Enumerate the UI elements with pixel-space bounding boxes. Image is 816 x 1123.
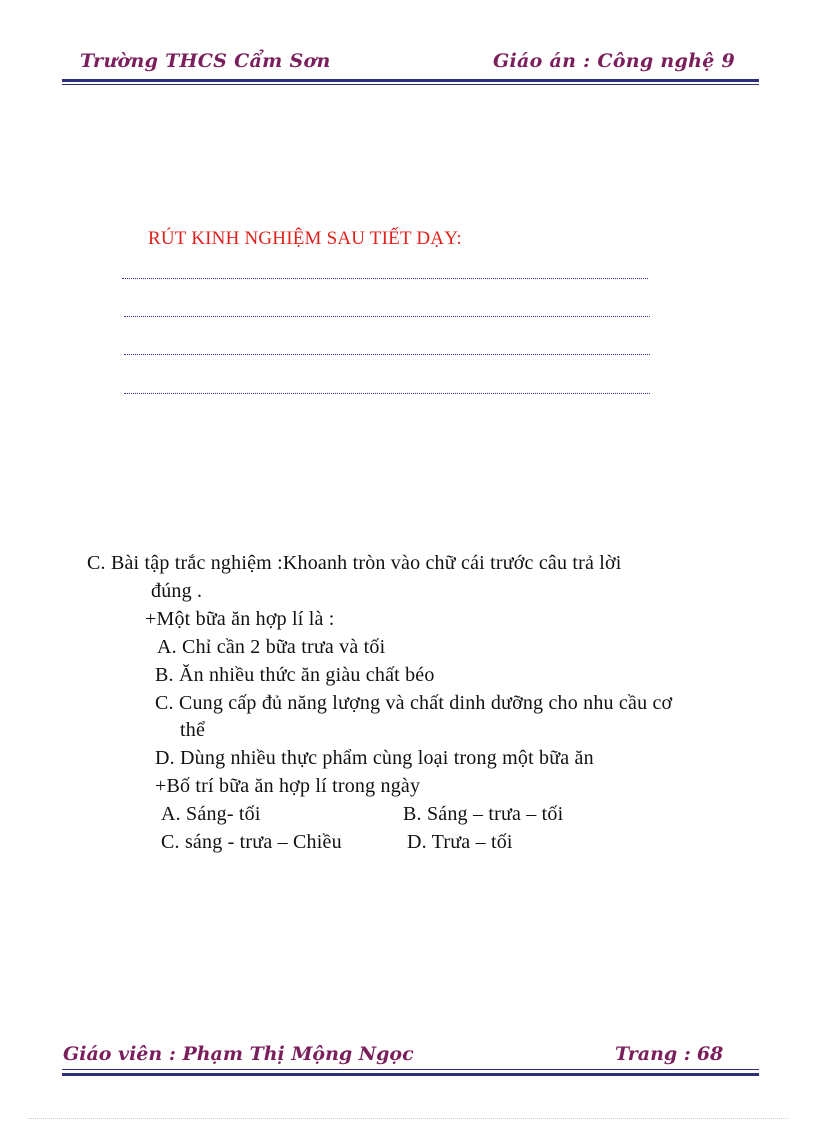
question-1-option-d: D. Dùng nhiều thực phẩm cùng loại trong một bữa ăn [155, 747, 594, 769]
question-2-option-c: C. sáng - trưa – Chiều [161, 831, 342, 853]
page-bottom-dotted-edge [28, 1118, 788, 1119]
header-school: Trường THCS Cẩm Sơn [80, 50, 331, 72]
footer-rule-thin [62, 1069, 759, 1070]
question-2-option-d: D. Trưa – tối [407, 831, 513, 853]
question-2-option-a: A. Sáng- tối [161, 803, 261, 825]
review-dotted-line-4 [124, 393, 650, 394]
question-1-option-c-line2: thể [180, 719, 206, 741]
review-title: RÚT KINH NGHIỆM SAU TIẾT DẠY: [148, 228, 462, 249]
review-dotted-line-1 [122, 278, 648, 279]
exercise-intro-line2: đúng . [151, 580, 203, 602]
question-2-stem: +Bố trí bữa ăn hợp lí trong ngày [155, 775, 421, 797]
footer-page-number: 68 [696, 1043, 724, 1065]
footer-page [615, 1043, 723, 1065]
header-subject: Giáo án : Công nghệ 9 [493, 50, 736, 72]
review-dotted-line-2 [124, 316, 650, 317]
question-1-stem: +Một bữa ăn hợp lí là : [145, 608, 335, 630]
question-1-option-c-line1: C. Cung cấp đủ năng lượng và chất dinh dưỡng cho nhu cầu cơ [155, 692, 673, 714]
exercise-intro-line1: C. Bài tập trắc nghiệm :Khoanh tròn vào chữ cái trước câu trả lời [87, 552, 622, 574]
footer-page-label: Trang : [615, 1043, 691, 1065]
question-2-option-b: B. Sáng – trưa – tối [403, 803, 564, 825]
header-rule-thin [62, 84, 759, 85]
question-1-option-a: A. Chỉ cần 2 bữa trưa và tối [157, 636, 386, 658]
footer-teacher: Giáo viên : Phạm Thị Mộng Ngọc [63, 1043, 414, 1065]
footer-rule-thick [62, 1073, 759, 1076]
review-dotted-line-3 [124, 354, 650, 355]
header-rule-thick [62, 79, 759, 82]
question-1-option-b: B. Ăn nhiều thức ăn giàu chất béo [155, 664, 435, 686]
